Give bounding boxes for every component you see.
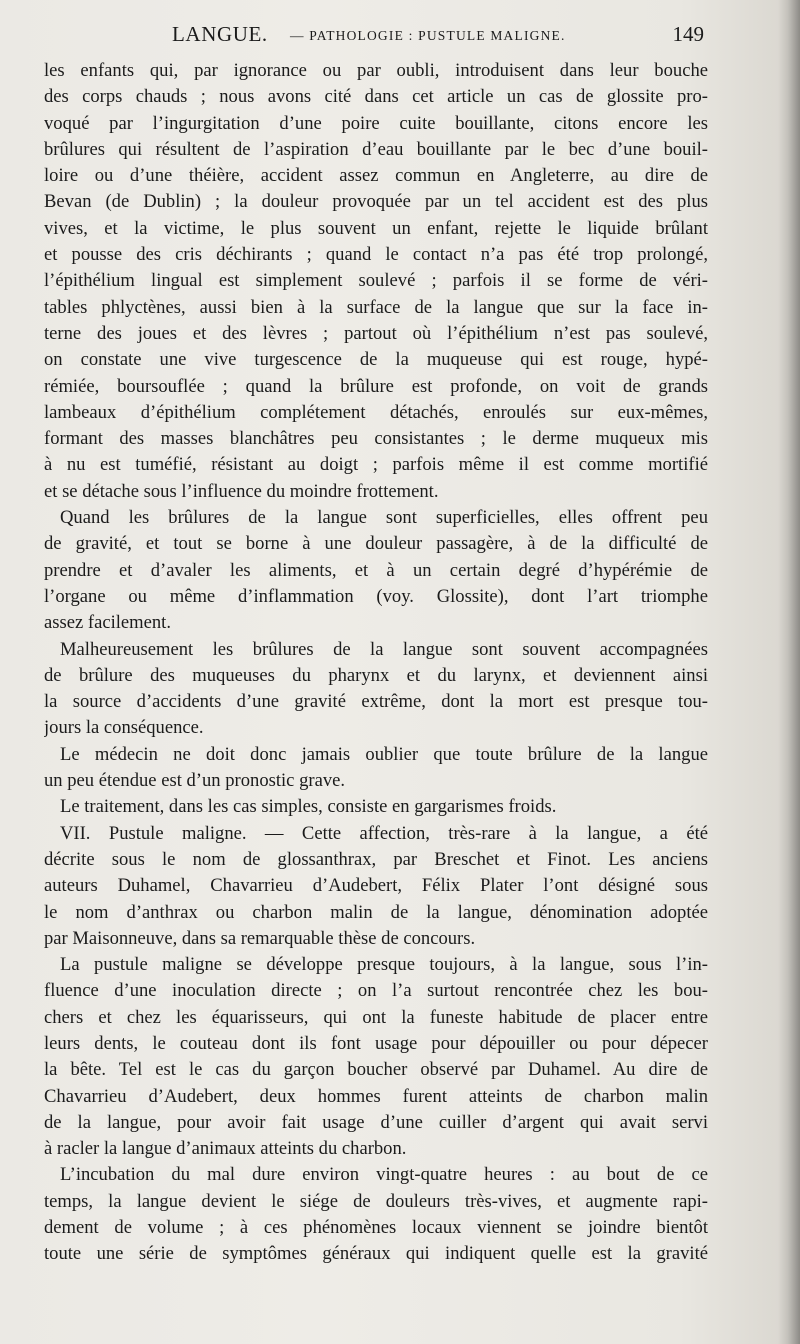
text-line: vives, et la victime, le plus souvent un enfant, rejette le liquide brûlant <box>44 217 708 239</box>
text-line: temps, la langue devient le siége de douleurs très-vives, et augmente rapi- <box>44 1190 708 1212</box>
text-line: L’incubation du mal dure environ vingt-quatre heures : au bout de ce <box>60 1164 708 1186</box>
text-line: terne des joues et des lèvres ; partout où l’épithélium n’est pas soulevé, <box>44 322 708 344</box>
text-line: Malheureusement les brûlures de la langue sont souvent accompagnées <box>60 638 708 660</box>
text-line: des corps chauds ; nous avons cité dans cet article un cas de glossite pro- <box>44 86 708 108</box>
page-number: 149 <box>672 22 704 46</box>
text-line: loire ou d’une théière, accident assez commun en Angleterre, au dire de <box>44 165 708 187</box>
text-line: à nu est tuméfié, résistant au doigt ; parfois même il est comme mortifié <box>44 454 708 476</box>
text-line: à racler la langue d’animaux atteints du charbon. <box>44 1138 407 1160</box>
binding-gutter-shadow <box>778 0 800 1344</box>
text-line: de la langue, pour avoir fait usage d’une cuiller d’argent qui avait servi <box>44 1111 708 1133</box>
text-line: leurs dents, le couteau dont ils font usage pour dépouiller ou pour dépecer <box>44 1032 708 1054</box>
text-line: par Maisonneuve, dans sa remarquable thèse de concours. <box>44 927 476 949</box>
text-line: voqué par l’ingurgitation d’une poire cuite bouillante, citons encore les <box>44 112 708 134</box>
text-line: Chavarrieu d’Audebert, deux hommes furent atteints de charbon malin <box>44 1085 708 1107</box>
text-line: lambeaux d’épithélium complétement détachés, enroulés sur eux-mêmes, <box>44 401 708 423</box>
text-line: jours la conséquence. <box>44 717 204 739</box>
running-head-title: LANGUE. <box>172 22 268 46</box>
text-line: tables phlyctènes, aussi bien à la surface de la langue que sur la face in- <box>44 296 708 318</box>
text-line: Bevan (de Dublin) ; la douleur provoquée par un tel accident est des plus <box>44 191 708 213</box>
running-head-subtitle: — PATHOLOGIE : PUSTULE MALIGNE. <box>290 28 566 43</box>
running-head <box>172 22 710 52</box>
text-line: décrite sous le nom de glossanthrax, par Breschet et Finot. Les anciens <box>44 848 708 870</box>
text-line: de brûlure des muqueuses du pharynx et du larynx, et deviennent ainsi <box>44 664 708 686</box>
text-line: La pustule maligne se développe presque toujours, à la langue, sous l’in- <box>60 954 708 976</box>
text-line: la source d’accidents d’une gravité extrême, dont la mort est presque tou- <box>44 691 708 713</box>
text-line: formant des masses blanchâtres peu consistantes ; le derme muqueux mis <box>44 428 708 450</box>
body-text <box>44 58 708 1268</box>
text-line: et se détache sous l’influence du moindre frottement. <box>44 480 439 502</box>
text-line: assez facilement. <box>44 612 171 634</box>
text-line: chers et chez les équarisseurs, qui ont la funeste habitude de placer entre <box>44 1006 708 1028</box>
text-line: la bête. Tel est le cas du garçon boucher observé par Duhamel. Au dire de <box>44 1059 708 1081</box>
text-line: on constate une vive turgescence de la muqueuse qui est rouge, hypé- <box>44 349 708 371</box>
text-line: de gravité, et tout se borne à une douleur passagère, à de la difficulté de <box>44 533 708 555</box>
text-line: brûlures qui résultent de l’aspiration d’eau bouillante par le bec d’une bouil- <box>44 138 708 160</box>
text-line: les enfants qui, par ignorance ou par oubli, introduisent dans leur bouche <box>44 60 708 81</box>
text-line: l’épithélium lingual est simplement soulevé ; parfois il se forme de véri- <box>44 270 708 292</box>
text-line: un peu étendue est d’un pronostic grave. <box>44 770 346 792</box>
text-line: VII. Pustule maligne. — Cette affection, très-rare à la langue, a été <box>60 822 708 844</box>
text-line: l’organe ou même d’inflammation (voy. Glossite), dont l’art triomphe <box>44 585 708 607</box>
text-line: auteurs Duhamel, Chavarrieu d’Audebert, Félix Plater l’ont désigné sous <box>44 875 708 897</box>
text-line: prendre et d’avaler les aliments, et à un certain degré d’hypérémie de <box>44 559 708 581</box>
text-line: et pousse des cris déchirants ; quand le contact n’a pas été trop prolongé, <box>44 244 708 266</box>
text-line: le nom d’anthrax ou charbon malin de la langue, dénomination adoptée <box>44 901 708 923</box>
text-line: toute une série de symptômes généraux qui indiquent quelle est la gravité <box>44 1243 708 1265</box>
text-line: Le traitement, dans les cas simples, consiste en gargarismes froids. <box>60 796 557 818</box>
text-line: dement de volume ; à ces phénomènes locaux viennent se joindre bientôt <box>44 1217 708 1239</box>
text-line: rémiée, boursouflée ; quand la brûlure est profonde, on voit de grands <box>44 375 708 397</box>
text-line: fluence d’une inoculation directe ; on l’a surtout rencontrée chez les bou- <box>44 980 708 1002</box>
text-line: Quand les brûlures de la langue sont superficielles, elles offrent peu <box>60 507 708 529</box>
text-line: Le médecin ne doit donc jamais oublier que toute brûlure de la langue <box>60 743 708 765</box>
